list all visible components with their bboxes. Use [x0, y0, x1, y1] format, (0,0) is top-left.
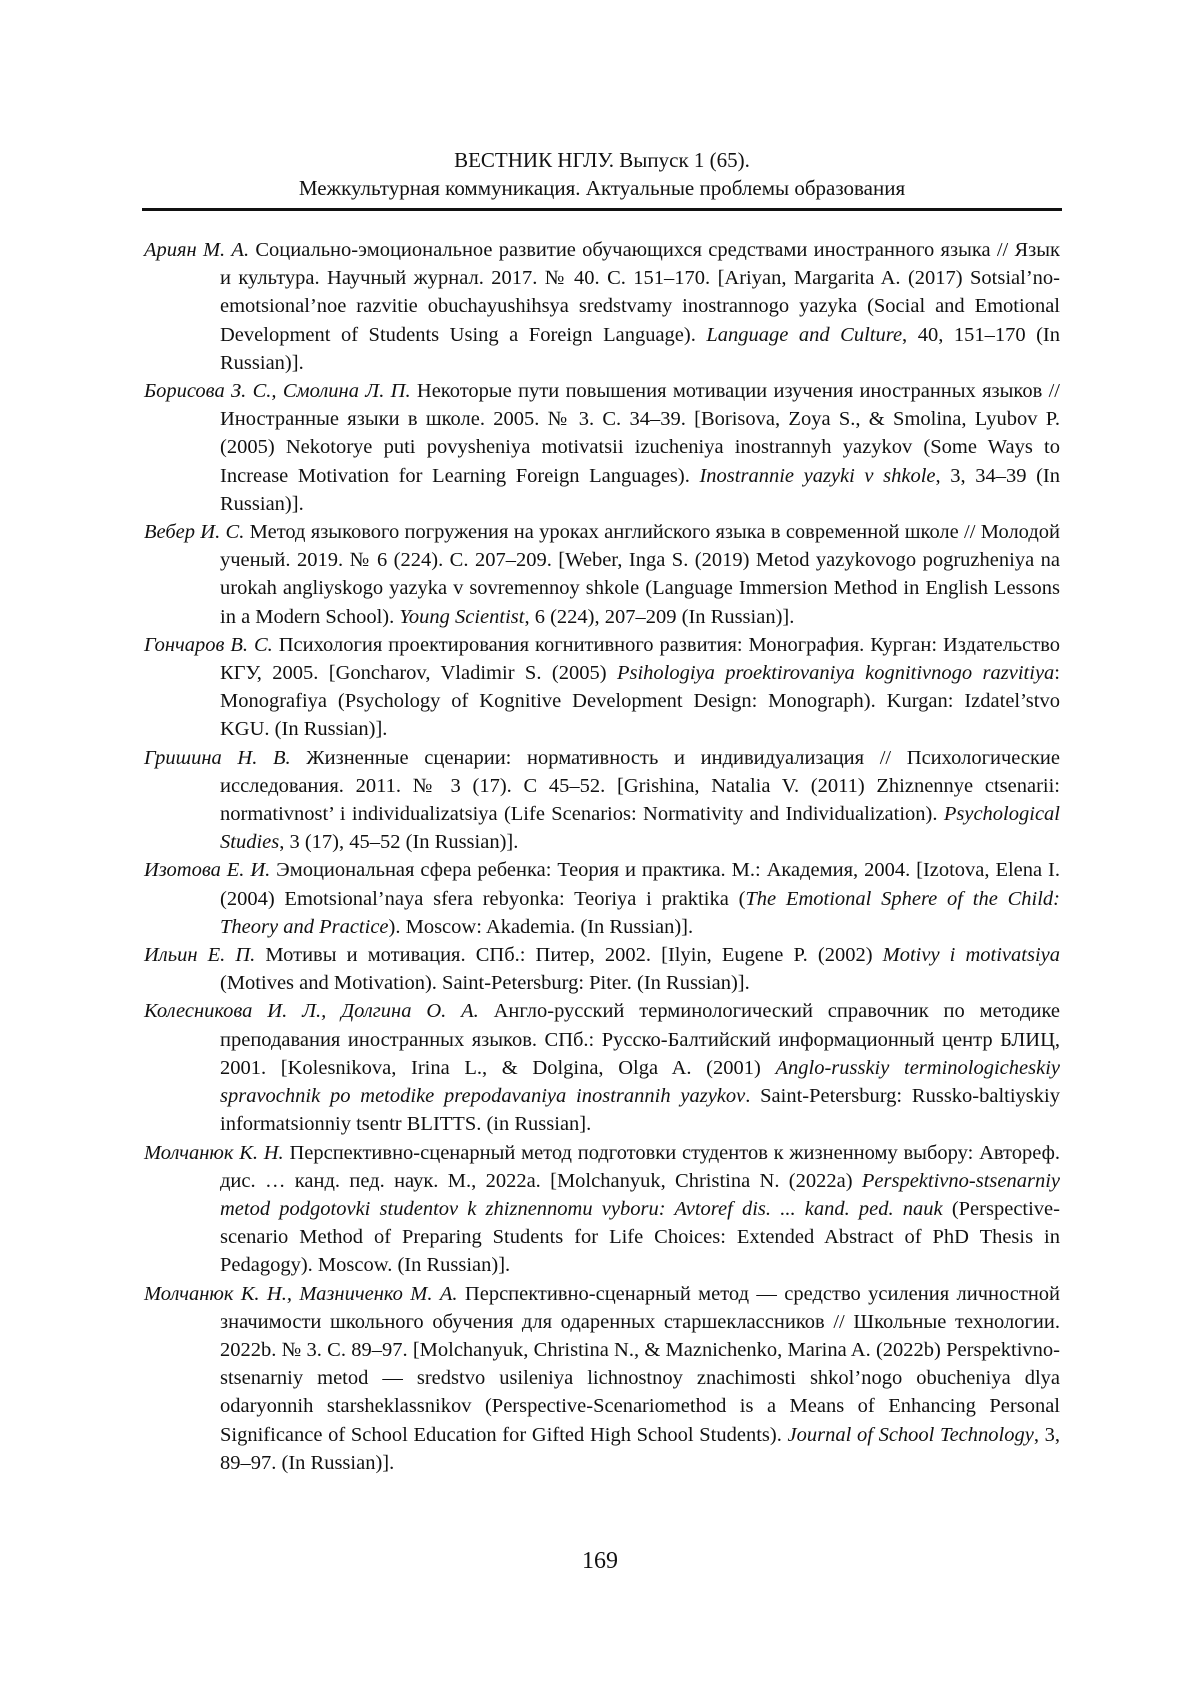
- reference-tail: , 3, 34–39 (In Russian)].: [220, 465, 1060, 515]
- reference-item: [144, 377, 1060, 518]
- reference-source: Anglo-russkiy terminologicheskiy spravochnik po metodike prepodavaniya inostrannih yazykov: [220, 1057, 1060, 1107]
- reference-source: Motivy i motivatsiya: [883, 944, 1060, 966]
- header-divider: [142, 208, 1062, 211]
- reference-tail: : Monografiya (Psychology of Kognitive Develop­ment Design: Monograph). Kurgan: Izdatel’stvo KGU. (In Russian)].: [220, 662, 1060, 740]
- page-number: 169: [0, 1548, 1200, 1575]
- reference-tail: , 6 (224), 207–209 (In Russian)].: [524, 606, 794, 628]
- reference-item: [144, 856, 1060, 941]
- reference-item: [144, 1139, 1060, 1280]
- reference-tail: (Motives and Motivation). Saint-Petersburg: Piter. (In Russian)].: [220, 972, 750, 994]
- reference-item: [144, 744, 1060, 857]
- reference-tail: , 3 (17), 45–52 (In Russian)].: [279, 831, 518, 853]
- reference-tail: (Perspective-scenario Method of Preparing Students for Life Choices: Extended Abstract of PhD Thesis in Pedagogy). Moscow. (In Russian)].: [220, 1198, 1060, 1276]
- reference-item: [144, 1280, 1060, 1477]
- reference-text: Перспективно-сценарный метод — средство усиле­ния личностной значимости школьного обучения для одаренных старшекласс­ников // Школьные технологии. 2022b. № 3. С. 89–97. [Molchanyuk, Christina N., & Maznichenko, Marina A. (2022b) Perspektivno-stsenarniy metod — sredstvo usileniya lichnostnoy znachimosti shkol’nogo obucheniya dlya odaryonnih starsheklassnikov (Perspective-Scenariomethod is a Means of Enhancing Personal Significance of School Education for Gifted High School Students).: [220, 1283, 1060, 1446]
- reference-item: [144, 631, 1060, 744]
- reference-source: Psihologiya proek­tirovaniya kognitivnogo razvitiya: [617, 662, 1054, 684]
- reference-author: Колесникова И. Л., Долгина О. А.: [144, 1000, 479, 1022]
- reference-text: Социально-эмоциональное развитие обучающихся средствами иностранно­го языка // Язык и культура. Научный журнал. 2017. № 40. С. 151–170. [Ariyan, Margarita A. (2017) Sotsial’no-emotsional’noe razvitie obuchayushihsya sredstvamy inostrannogo yazyka (Social and Emotional Development of Students Using a Foreign Language).: [220, 239, 1060, 346]
- reference-text: Перспективно-сценарный метод подготовки студентов к жизненному выбору: Автореф. дис. … канд. пед. наук. М., 2022a. [Molchanyuk, Christina N. (2022a): [220, 1142, 1060, 1192]
- reference-text: Англо-русский терминологический справочник по мето­дике преподавания иностранных языков. СПб.: Русско-Балтийский информацион­ный центр БЛИЦ, 2001. [Kolesnikova, Irina L., & Dolgina, Olga A. (2001): [220, 1000, 1060, 1078]
- journal-section: Межкультурная коммуникация. Актуальные проблемы образования: [142, 174, 1062, 202]
- reference-source: Inostrannie yazyki v shkole: [699, 465, 935, 487]
- reference-tail: , 40, 151–170 (In Russian)].: [220, 324, 1060, 374]
- reference-source: Psychological Studies: [220, 803, 1060, 853]
- reference-item: [144, 518, 1060, 631]
- reference-author: Вебер И. С.: [144, 521, 244, 543]
- reference-tail: ). Moscow: Akademia. (In Russian)].: [389, 916, 694, 938]
- reference-text: Мотивы и мотивация. СПб.: Питер, 2002. [Ilyin, Eugene P. (2002): [255, 944, 882, 966]
- reference-text: Жизненные сценарии: нормативность и индивидуализация // Психологи­ческие исследования. 2011. № 3 (17). С 45–52. [Grishina, Natalia V. (2011) Zhiznennye ctsenarii: normativnost’ i individualizatsiya (Life Scenarios: Normativity and Individualization).: [220, 747, 1060, 825]
- reference-source: The Emo­tional Sphere of the Child: Theory and Practice: [220, 888, 1060, 938]
- reference-tail: . Saint-Petersburg: Russko-baltiyskiy informatsionniy tsentr BLITTS. (in Russian].: [220, 1085, 1060, 1135]
- reference-list: [144, 236, 1060, 1477]
- reference-author: Гришина Н. В.: [144, 747, 291, 769]
- reference-author: Изотова Е. И.: [144, 859, 270, 881]
- reference-text: Некоторые пути повышения мотивации изучения ино­странных языков // Иностранные языки в школе. 2005. № 3. С. 34–39. [Borisova, Zoya S., & Smolina, Lyubov P. (2005) Nekotorye puti povysheniya motivatsii izucheniya inostrannyh yazykov (Some Ways to Increase Motivation for Learning Foreign Languages).: [220, 380, 1060, 487]
- reference-author: Борисова З. С., Смолина Л. П.: [144, 380, 411, 402]
- reference-source: Journal of School Technology: [788, 1424, 1034, 1446]
- reference-source: Perspektivno-stsenarniy metod podgotovki studentov k zhiznennomu vyboru: Avtoref dis. ... kand. ped. nauk: [220, 1170, 1060, 1220]
- reference-author: Молчанюк К. Н.: [144, 1142, 284, 1164]
- reference-text: Эмоциональная сфера ребенка: Теория и практика. М.: Академия, 2004. [Izotova, Elena I. (2004) Emotsional’naya sfera rebyonka: Teoriya i praktika (: [220, 859, 1060, 909]
- reference-item: [144, 997, 1060, 1138]
- journal-title: ВЕСТНИК НГЛУ. Выпуск 1 (65).: [142, 146, 1062, 174]
- reference-author: Ильин Е. П.: [144, 944, 255, 966]
- reference-author: Ариян М. А.: [144, 239, 249, 261]
- reference-tail: , 3, 89–97. (In Russian)].: [220, 1424, 1060, 1474]
- reference-text: Метод языкового погружения на уроках английского языка в современной школе // Молодой ученый. 2019. № 6 (224). С. 207–209. [Weber, Inga S. (2019) Metod yazykovogo pogruzheniya na urokah angliyskogo yazyka v sovremennoy shkole (Language Immersion Method in English Lessons in a Modern School).: [220, 521, 1060, 628]
- reference-source: Young Scientist: [399, 606, 524, 628]
- reference-author: Молчанюк К. Н., Мазниченко М. А.: [144, 1283, 458, 1305]
- reference-author: Гончаров В. С.: [144, 634, 273, 656]
- reference-text: Психология проектирования когнитивного развития: Монография. Кур­ган: Издательство КГУ, 2005. [Goncharov, Vladimir S. (2005): [220, 634, 1060, 684]
- running-header: [142, 146, 1062, 202]
- reference-source: Language and Culture: [706, 324, 902, 346]
- reference-item: [144, 236, 1060, 377]
- reference-item: [144, 941, 1060, 997]
